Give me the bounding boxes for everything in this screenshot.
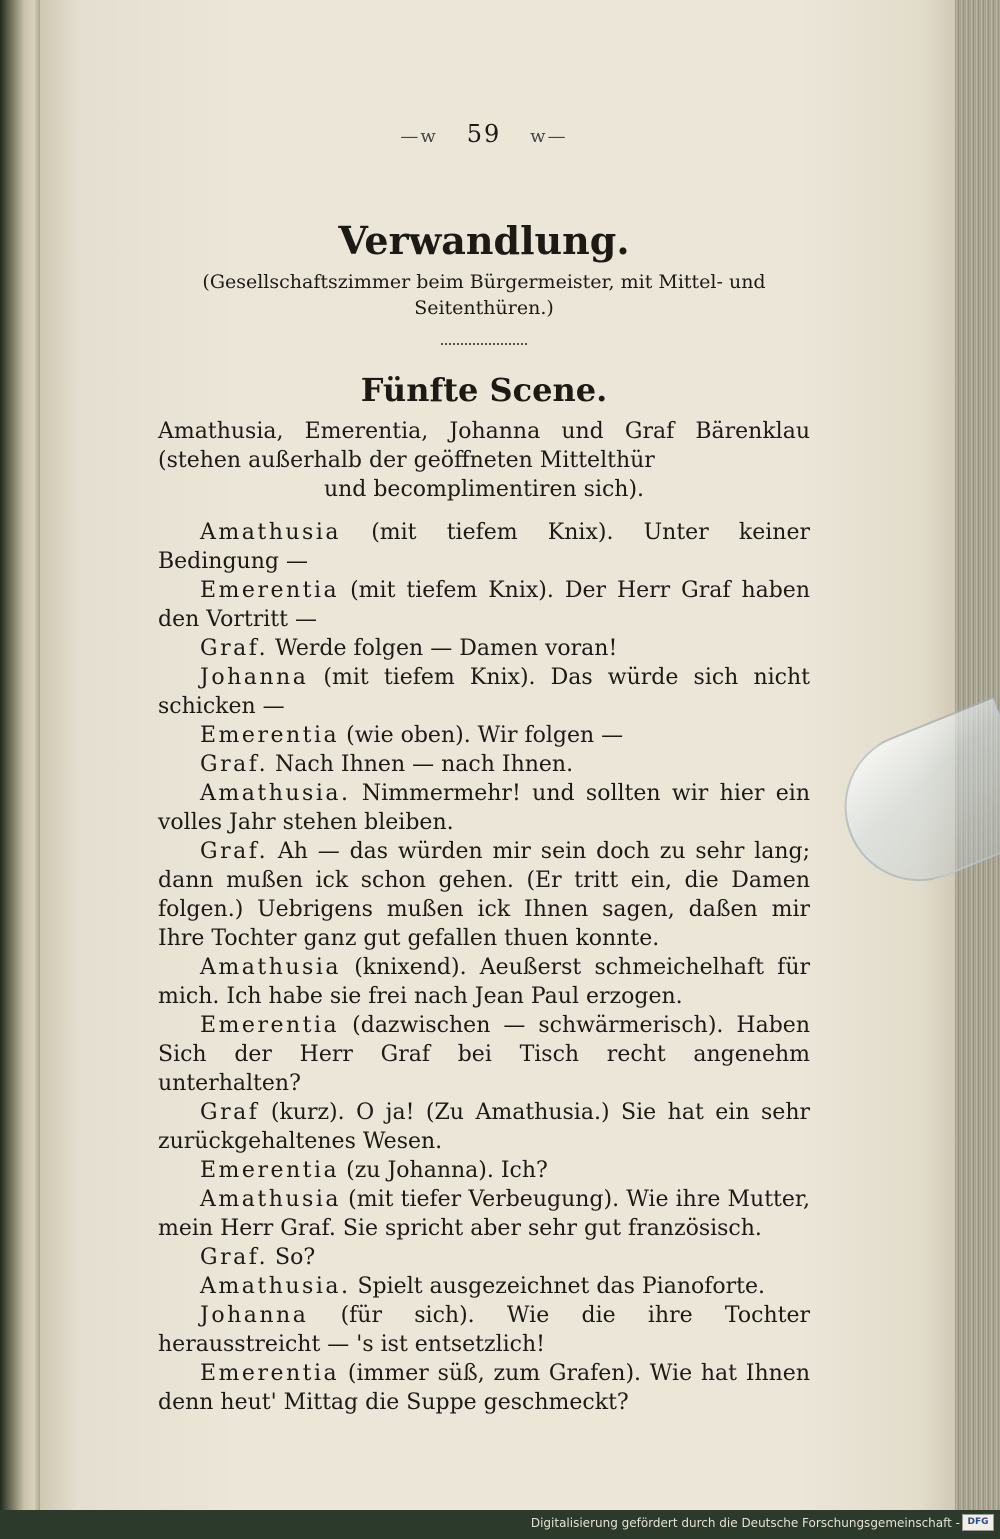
line-text: (knixend). Aeußerst schmeichelhaft für mich. Ich habe sie frei nach Jean Paul erzogen. <box>158 955 810 1009</box>
speaker-name: Johanna <box>200 665 309 690</box>
line-text: (mit tiefem Knix). Das würde sich nicht schicken — <box>158 665 810 719</box>
page-content <box>158 120 810 1417</box>
page-number-ornament-left: —w <box>400 126 438 147</box>
cast-list-main: Amathusia, Emerentia, Johanna und Graf Bärenklau (stehen außerhalb der geöffneten Mittelthür <box>158 419 810 473</box>
speaker-name: Johanna <box>200 1303 309 1328</box>
speaker-name: Graf. <box>200 636 269 661</box>
dialogue-line <box>158 1301 810 1359</box>
line-text: (mit tiefem Knix). Unter keiner Bedingung — <box>158 520 810 574</box>
line-text: Werde folgen — Damen voran! <box>268 636 618 661</box>
speaker-name: Emerentia <box>200 1158 340 1183</box>
dialogue-line <box>158 1243 810 1272</box>
dialogue <box>158 518 810 1417</box>
dialogue-line <box>158 576 810 634</box>
dialogue-line <box>158 1359 810 1417</box>
speaker-name: Emerentia <box>200 1361 340 1386</box>
dialogue-line <box>158 837 810 953</box>
dialogue-line <box>158 1156 810 1185</box>
dialogue-line <box>158 721 810 750</box>
page-number-line <box>158 120 810 148</box>
dialogue-line <box>158 518 810 576</box>
funding-notice: Digitalisierung gefördert durch die Deutsche Forschungsgemeinschaft - <box>530 1516 960 1530</box>
line-text: So? <box>268 1245 316 1270</box>
line-text: (dazwischen — schwärmerisch). Haben Sich der Herr Graf bei Tisch recht angenehm unterhalten? <box>158 1013 810 1096</box>
speaker-name: Graf. <box>200 752 269 777</box>
dialogue-line <box>158 750 810 779</box>
line-text: (immer süß, zum Grafen). Wie hat Ihnen denn heut' Mittag die Suppe geschmeckt? <box>158 1361 810 1415</box>
speaker-name: Graf. <box>200 839 269 864</box>
speaker-name: Amathusia <box>200 520 341 545</box>
speaker-name: Emerentia <box>200 723 340 748</box>
line-text: Ah — das würden mir sein doch zu sehr lang; dann mußen ick schon gehen. (Er tritt ein, die Damen folgen.) Uebrigens mußen ick Ihnen sagen, daßen mir Ihre Tochter ganz gut gefallen thuen konnte. <box>158 839 810 951</box>
dotted-divider <box>441 343 527 345</box>
dfg-logo: DFG <box>962 1514 994 1531</box>
speaker-name: Amathusia. <box>200 781 351 806</box>
speaker-name: Emerentia <box>200 578 340 603</box>
line-text: Nimmermehr! und sollten wir hier ein volles Jahr stehen bleiben. <box>158 781 810 835</box>
scene-title: Fünfte Scene. <box>360 371 608 409</box>
dialogue-line <box>158 1272 810 1301</box>
page-number: 59 <box>466 120 502 148</box>
dialogue-line <box>158 1098 810 1156</box>
line-text: Nach Ihnen — nach Ihnen. <box>268 752 574 777</box>
section-heading: Verwandlung. <box>338 218 630 263</box>
line-text: (wie oben). Wir folgen — <box>339 723 624 748</box>
page-number-ornament-right: w— <box>530 126 568 147</box>
cast-list <box>158 417 810 504</box>
dialogue-line <box>158 779 810 837</box>
speaker-name: Amathusia <box>200 955 341 980</box>
left-page-edge <box>0 0 44 1539</box>
speaker-name: Graf <box>200 1100 260 1125</box>
speaker-name: Amathusia. <box>200 1274 351 1299</box>
speaker-name: Emerentia <box>200 1013 340 1038</box>
stage-direction: (Gesellschaftszimmer beim Bürgermeister, mit Mittel- und Seitenthüren.) <box>202 271 766 319</box>
dialogue-line <box>158 1011 810 1098</box>
dialogue-line <box>158 1185 810 1243</box>
line-text: (mit tiefem Knix). Der Herr Graf haben den Vortritt — <box>158 578 810 632</box>
dialogue-line <box>158 634 810 663</box>
line-text: (zu Johanna). Ich? <box>339 1158 548 1183</box>
dialogue-line <box>158 663 810 721</box>
line-text: (für sich). Wie die ihre Tochter herausstreicht — 's ist entsetzlich! <box>158 1303 810 1357</box>
cast-list-end: und becomplimentiren sich). <box>323 477 645 502</box>
speaker-name: Graf. <box>200 1245 269 1270</box>
line-text: (mit tiefer Verbeugung). Wie ihre Mutter, mein Herr Graf. Sie spricht aber sehr gut französisch. <box>158 1187 810 1241</box>
line-text: (kurz). O ja! (Zu Amathusia.) Sie hat ein sehr zurückgehaltenes Wesen. <box>158 1100 810 1154</box>
dialogue-line <box>158 953 810 1011</box>
line-text: Spielt ausgezeichnet das Pianoforte. <box>350 1274 766 1299</box>
speaker-name: Amathusia <box>200 1187 341 1212</box>
